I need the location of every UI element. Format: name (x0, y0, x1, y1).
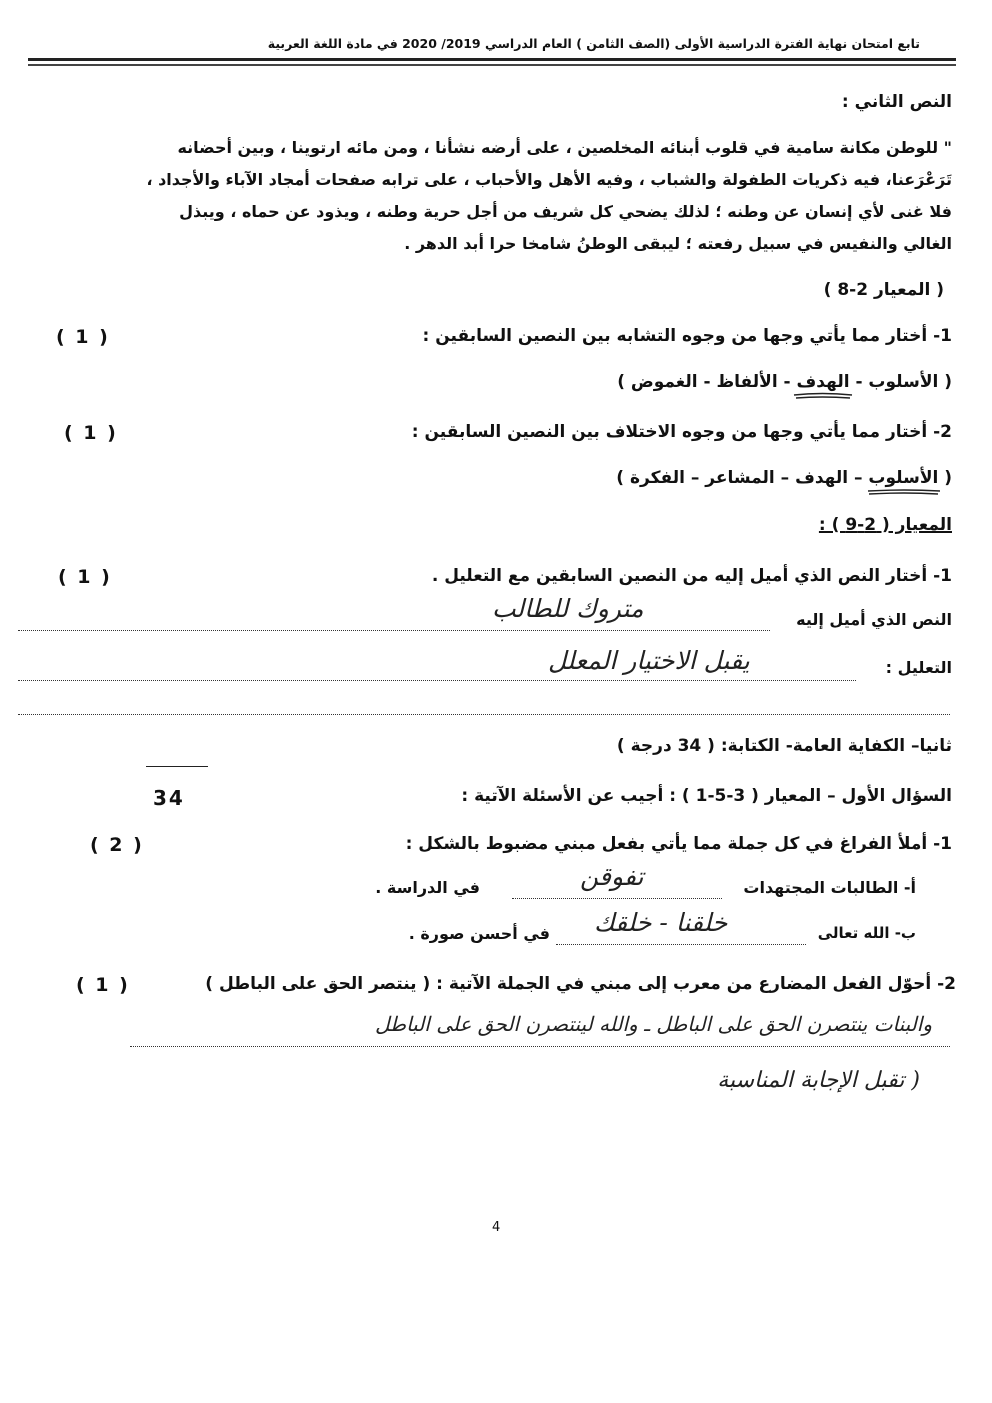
standard-2-9-label: المعيار ( 2-9 ) : (818, 515, 952, 535)
section2-title: ثانيا– الكفاية العامة- الكتابة: ( 34 درجة ) (616, 736, 952, 756)
answer-line-reason-2 (18, 714, 950, 715)
handwritten-reason-answer: يقبل الاختيار المعلل (548, 646, 750, 675)
hand-underline-answer-2 (866, 488, 942, 496)
total-score-line (146, 766, 208, 767)
std2-q1-score: ( 1 ) (58, 566, 112, 588)
answer-line-reason (18, 680, 856, 681)
standard-2-8-label: ( المعيار 2-8 ) (823, 280, 944, 300)
section2-question-title: السؤال الأول – المعيار ( 3-5-1 ) : أجيب عن الأسئلة الآتية : (461, 786, 952, 806)
answer-line-preferred (18, 630, 770, 631)
s2-q2-text: 2- أحوّل الفعل المضارع من معرب إلى مبني في الجملة الآتية : ( ينتصر الحق على الباطل ) (205, 974, 956, 994)
std1-q2-score: ( 1 ) (64, 422, 118, 444)
handwritten-note-q2: ( تقبل الإجابة المناسبة (717, 1068, 920, 1093)
page-number: 4 (492, 1220, 501, 1235)
text2-line-1: " للوطن مكانة سامية في قلوب أبنائه المخلصين ، على أرضه نشأنا ، ومن مائه ارتوينا ، وبين أحضانه (177, 138, 952, 157)
std1-q2-text: 2- أختار مما يأتي وجها من وجوه الاختلاف بين النصين السابقين : (411, 422, 952, 442)
answer-line-b (556, 944, 806, 945)
std1-q1-score: ( 1 ) (56, 326, 110, 348)
text2-line-4: الغالي والنفيس في سبيل رفعته ؛ ليبقى الوطنُ شامخا حرا أبد الدهر . (404, 234, 952, 253)
std1-q2-options: ( الأسلوب – الهدف – المشاعر – الفكرة ) (616, 468, 952, 488)
header-rule-thick (28, 58, 956, 61)
std1-q1-text: 1- أختار مما يأتي وجها من وجوه التشابه بين النصين السابقين : (422, 326, 952, 346)
handwritten-preferred-answer: متروك للطالب (492, 594, 644, 623)
answer-line-q2 (130, 1046, 950, 1047)
text2-line-3: فلا غنى لأي إنسان عن وطنه ؛ لذلك يضحي كل شريف من أجل حرية وطنه ، ويذود عن حماه ، ويبذل (179, 202, 952, 221)
s2-q1-b-prefix: ب- الله تعالى (817, 924, 916, 942)
s2-q1-b-suffix: في أحسن صورة . (408, 924, 550, 943)
s2-q1-score: ( 2 ) (90, 834, 144, 856)
reason-label: التعليل : (885, 658, 952, 677)
s2-q2-score: ( 1 ) (76, 974, 130, 996)
handwritten-answer-q2: والبنات ينتصرن الحق على الباطل ـ والله لينتصرن الحق على الباطل (375, 1012, 932, 1036)
page-header: تابع امتحان نهاية الفترة الدراسية الأولى (الصف الثامن ) العام الدراسي 2019/ 2020 في مادة اللغة العربية (267, 36, 920, 51)
handwritten-answer-a: تفوقن (580, 862, 644, 891)
text2-heading: النص الثاني : (841, 92, 952, 112)
header-rule-thin (28, 64, 956, 66)
section2-total: 34 (153, 786, 185, 810)
hand-underline-answer-1 (792, 392, 854, 400)
s2-q1-a-prefix: أ- الطالبات المجتهدات (743, 878, 916, 897)
s2-q1-text: 1- أملأ الفراغ في كل جملة مما يأتي بفعل مبني مضبوط بالشكل : (405, 834, 952, 854)
s2-q1-a-suffix: في الدراسة . (375, 878, 480, 897)
std1-q1-options: ( الأسلوب - الهدف - الألفاظ - الغموض ) (617, 372, 952, 392)
answer-line-a (512, 898, 722, 899)
preferred-text-label: النص الذي أميل إليه (796, 610, 952, 629)
text2-line-2: تَرَعْرَعنا، فيه ذكريات الطفولة والشباب ، وفيه الأهل والأحباب ، على ترابه صفحات أمجاد الآباء والأجداد ، (146, 170, 952, 189)
handwritten-answer-b: خلقنا - خلقك (594, 908, 728, 937)
std2-q1-text: 1- أختار النص الذي أميل إليه من النصين السابقين مع التعليل . (431, 566, 952, 586)
